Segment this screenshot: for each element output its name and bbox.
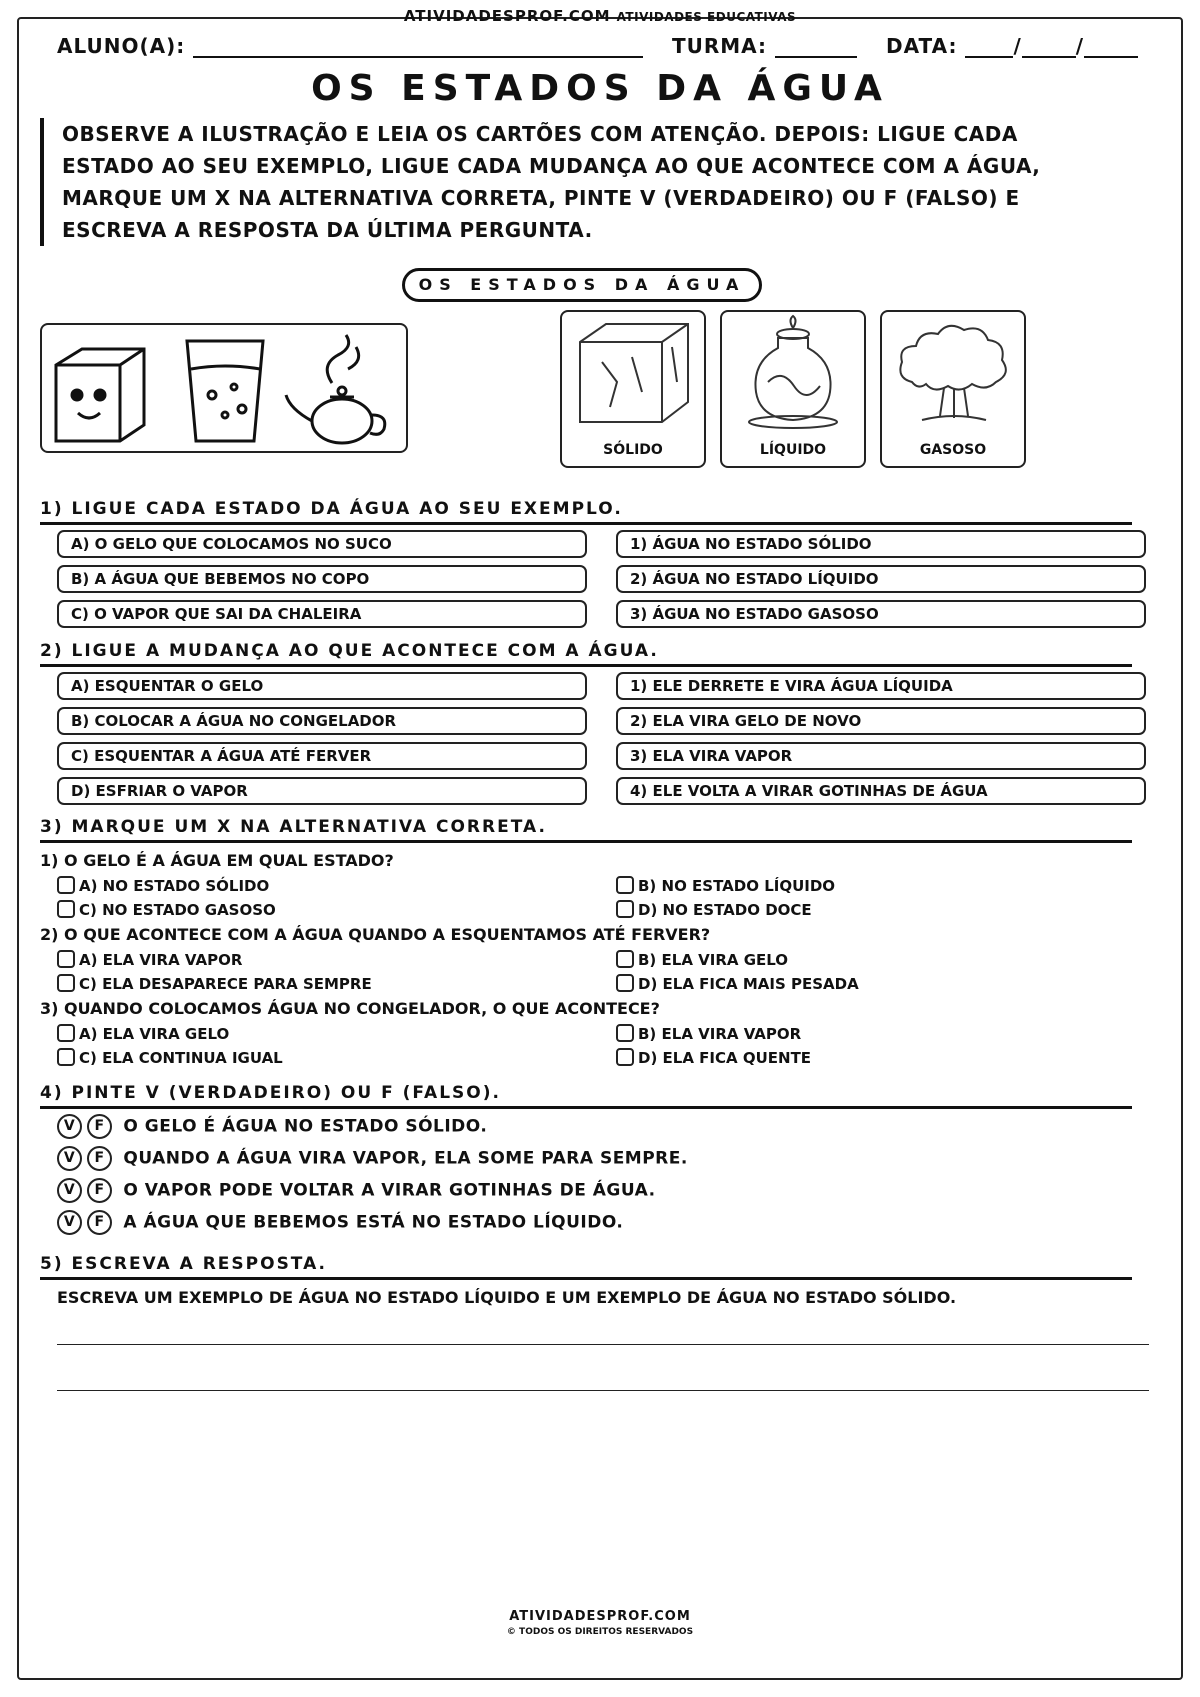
f-circle[interactable]: F [87, 1178, 112, 1203]
checkbox[interactable] [57, 1048, 75, 1066]
q4-statement-4: V F A ÁGUA QUE BEBEMOS ESTÁ NO ESTADO LÍQUIDO. [57, 1210, 623, 1235]
site-header [0, 7, 1200, 25]
steam-cloud-icon [882, 312, 1024, 432]
answer-line-1[interactable] [57, 1344, 1149, 1345]
q3-2-option-c[interactable]: C) ELA DESAPARECE PARA SEMPRE [57, 974, 372, 993]
checkbox[interactable] [616, 1024, 634, 1042]
checkbox[interactable] [57, 950, 75, 968]
v-circle[interactable]: V [57, 1114, 82, 1139]
water-states-illustration [42, 325, 406, 451]
checkbox[interactable] [616, 974, 634, 992]
q2-right-1[interactable]: 1) ELE DERRETE E VIRA ÁGUA LÍQUIDA [616, 672, 1146, 700]
ice-cube-icon [56, 349, 144, 441]
q3-3-option-b[interactable]: B) ELA VIRA VAPOR [616, 1024, 801, 1043]
q4-title: 4) PINTE V (VERDADEIRO) OU F (FALSO). [40, 1083, 1132, 1109]
footer-site: ATIVIDADESPROF.COM [509, 1609, 691, 1624]
f-circle[interactable]: F [87, 1114, 112, 1139]
q2-right-2[interactable]: 2) ELA VIRA GELO DE NOVO [616, 707, 1146, 735]
q1-right-2[interactable]: 2) ÁGUA NO ESTADO LÍQUIDO [616, 565, 1146, 593]
q3-question-1: 1) O GELO É A ÁGUA EM QUAL ESTADO? [40, 851, 394, 870]
checkbox[interactable] [57, 900, 75, 918]
illustration-panel [40, 323, 408, 453]
turma-line[interactable] [775, 56, 857, 58]
q1-right-3[interactable]: 3) ÁGUA NO ESTADO GASOSO [616, 600, 1146, 628]
site-name: ATIVIDADESPROF.COM [403, 7, 611, 25]
checkbox[interactable] [616, 900, 634, 918]
q1-title: 1) LIGUE CADA ESTADO DA ÁGUA AO SEU EXEMPLO. [40, 499, 1132, 525]
ice-block-icon [562, 312, 704, 432]
q3-3-option-d[interactable]: D) ELA FICA QUENTE [616, 1048, 811, 1067]
q1-left-a[interactable]: A) O GELO QUE COLOCAMOS NO SUCO [57, 530, 587, 558]
q2-right-3[interactable]: 3) ELA VIRA VAPOR [616, 742, 1146, 770]
q3-question-3: 3) QUANDO COLOCAMOS ÁGUA NO CONGELADOR, O QUE ACONTECE? [40, 999, 660, 1018]
checkbox[interactable] [57, 1024, 75, 1042]
data-month-line[interactable] [1022, 56, 1076, 58]
q5-prompt: ESCREVA UM EXEMPLO DE ÁGUA NO ESTADO LÍQUIDO E UM EXEMPLO DE ÁGUA NO ESTADO SÓLIDO. [57, 1288, 957, 1307]
student-name-row [57, 34, 643, 58]
checkbox[interactable] [616, 876, 634, 894]
q2-left-d[interactable]: D) ESFRIAR O VAPOR [57, 777, 587, 805]
turma-row [672, 34, 857, 58]
card-label: LÍQUIDO [759, 442, 827, 458]
q1-left-c[interactable]: C) O VAPOR QUE SAI DA CHALEIRA [57, 600, 587, 628]
f-circle[interactable]: F [87, 1146, 112, 1171]
q5-title: 5) ESCREVA A RESPOSTA. [40, 1254, 1132, 1280]
answer-line-2[interactable] [57, 1390, 1149, 1391]
q2-left-a[interactable]: A) ESQUENTAR O GELO [57, 672, 587, 700]
q3-2-option-d[interactable]: D) ELA FICA MAIS PESADA [616, 974, 859, 993]
q3-1-option-b[interactable]: B) NO ESTADO LÍQUIDO [616, 876, 835, 895]
q3-3-option-a[interactable]: A) ELA VIRA GELO [57, 1024, 229, 1043]
turma-label: TURMA: [672, 34, 768, 58]
q4-statement-1: V F O GELO É ÁGUA NO ESTADO SÓLIDO. [57, 1114, 487, 1139]
q1-right-1[interactable]: 1) ÁGUA NO ESTADO SÓLIDO [616, 530, 1146, 558]
q4-statement-3: V F O VAPOR PODE VOLTAR A VIRAR GOTINHAS DE ÁGUA. [57, 1178, 656, 1203]
q2-left-b[interactable]: B) COLOCAR A ÁGUA NO CONGELADOR [57, 707, 587, 735]
q3-title: 3) MARQUE UM X NA ALTERNATIVA CORRETA. [40, 817, 1132, 843]
page-title: OS ESTADOS DA ÁGUA [311, 68, 889, 109]
site-subtitle: ATIVIDADES EDUCATIVAS [616, 10, 797, 24]
data-day-line[interactable] [965, 56, 1013, 58]
card-gasoso [880, 310, 1026, 468]
q2-title: 2) LIGUE A MUDANÇA AO QUE ACONTECE COM A ÁGUA. [40, 641, 1132, 667]
section-title-pill: OS ESTADOS DA ÁGUA [402, 268, 762, 302]
q3-3-option-c[interactable]: C) ELA CONTINUA IGUAL [57, 1048, 283, 1067]
teapot-steam-icon [286, 335, 385, 443]
data-sep: / [1075, 34, 1085, 58]
v-circle[interactable]: V [57, 1210, 82, 1235]
aluno-label: ALUNO(A): [57, 34, 186, 58]
v-circle[interactable]: V [57, 1146, 82, 1171]
checkbox[interactable] [616, 1048, 634, 1066]
q3-1-option-a[interactable]: A) NO ESTADO SÓLIDO [57, 876, 269, 895]
q3-2-option-a[interactable]: A) ELA VIRA VAPOR [57, 950, 242, 969]
aluno-line[interactable] [193, 56, 643, 58]
q3-1-option-d[interactable]: D) NO ESTADO DOCE [616, 900, 812, 919]
glass-of-water-icon [187, 341, 263, 441]
q1-left-b[interactable]: B) A ÁGUA QUE BEBEMOS NO COPO [57, 565, 587, 593]
data-year-line[interactable] [1084, 56, 1138, 58]
q3-1-option-c[interactable]: C) NO ESTADO GASOSO [57, 900, 276, 919]
water-jar-icon [722, 312, 864, 432]
q2-left-c[interactable]: C) ESQUENTAR A ÁGUA ATÉ FERVER [57, 742, 587, 770]
q4-statement-2: V F QUANDO A ÁGUA VIRA VAPOR, ELA SOME PARA SEMPRE. [57, 1146, 688, 1171]
card-liquido [720, 310, 866, 468]
card-label: GASOSO [919, 442, 987, 458]
footer-rights: © TODOS OS DIREITOS RESERVADOS [506, 1627, 694, 1637]
card-label: SÓLIDO [603, 442, 663, 458]
data-sep: / [1013, 34, 1022, 58]
checkbox[interactable] [57, 974, 75, 992]
q2-right-4[interactable]: 4) ELE VOLTA A VIRAR GOTINHAS DE ÁGUA [616, 777, 1146, 805]
checkbox[interactable] [616, 950, 634, 968]
v-circle[interactable]: V [57, 1178, 82, 1203]
worksheet-page [17, 17, 1183, 1680]
q3-2-option-b[interactable]: B) ELA VIRA GELO [616, 950, 788, 969]
checkbox[interactable] [57, 876, 75, 894]
q3-question-2: 2) O QUE ACONTECE COM A ÁGUA QUANDO A ESQUENTAMOS ATÉ FERVER? [40, 925, 711, 944]
card-solido [560, 310, 706, 468]
f-circle[interactable]: F [87, 1210, 112, 1235]
instructions: OBSERVE A ILUSTRAÇÃO E LEIA OS CARTÕES COM ATENÇÃO. DEPOIS: LIGUE CADA ESTADO AO SEU EXEMPLO, LIGUE CADA MUDANÇA AO QUE ACONTECE COM A ÁGUA, MARQUE UM X NA ALTERNATIVA CORRETA, PINTE V (VERDADEIRO) OU F (FALSO) E ESCREVA A RESPOSTA DA ÚLTIMA PERGUNTA. [40, 118, 1110, 246]
data-row [886, 34, 1138, 58]
data-label: DATA: [886, 34, 958, 58]
